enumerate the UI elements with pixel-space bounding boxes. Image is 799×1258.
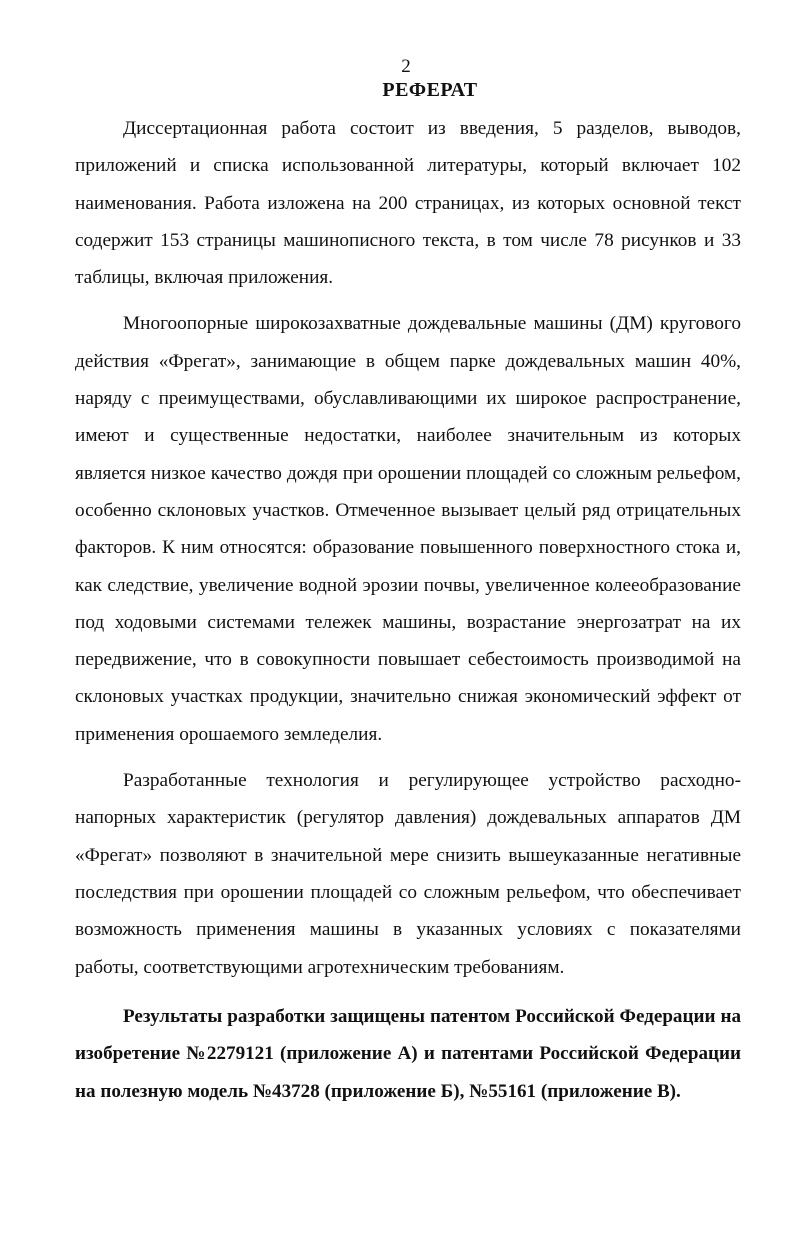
paragraph-problem: Многоопорные широкозахватные дождевальные машины (ДМ) кругового действия «Фрегат», занимающие в общем парке дождевальных машин 40%, наряду с преимуществами, обуславливающими их широкое распространение, имеют и существенные недостатки, наиболее значительным из которых является низкое качество дождя при орошении площадей со сложным рельефом, особенно склоновых участков. Отмеченное вызывает целый ряд отрицательных факторов. К ним относятся: образование повышенного поверхностного стока и, как следствие, увеличение водной эрозии почвы, увеличенное колееобразование под ходовыми системами тележек машины, возрастание энергозатрат на их передвижение, что в совокупности повышает себестоимость производимой на склоновых участках продукции, значительно снижая экономический эффект от применения орошаемого земледелия. [75, 313, 741, 745]
page-number: 2 [401, 56, 411, 77]
page-title: РЕФЕРАТ [382, 79, 478, 101]
paragraph-patents: Результаты разработки защищены патентом Российской Федерации на изобретение №2279121 (приложение А) и патентами Российской Федерации на полезную модель №43728 (приложение Б), №55161 (приложение В). [75, 1005, 741, 1102]
paragraph-structure: Диссертационная работа состоит из введения, 5 разделов, выводов, приложений и списка использованной литературы, который включает 102 наименования. Работа изложена на 200 страницах, из которых основной текст содержит 153 страницы машинописного текста, в том числе 78 рисунков и 33 таблицы, включая приложения. [75, 118, 741, 289]
abstract-body [75, 110, 741, 1110]
paragraph-solution: Разработанные технология и регулирующее устройство расходно-напорных характеристик (регулятор давления) дождевальных аппаратов ДМ «Фрегат» позволяют в значительной мере снизить вышеуказанные негативные последствия при орошении площадей со сложным рельефом, что обеспечивает возможность применения машины в указанных условиях с показателями работы, соответствующими агротехническим требованиям. [75, 770, 741, 978]
